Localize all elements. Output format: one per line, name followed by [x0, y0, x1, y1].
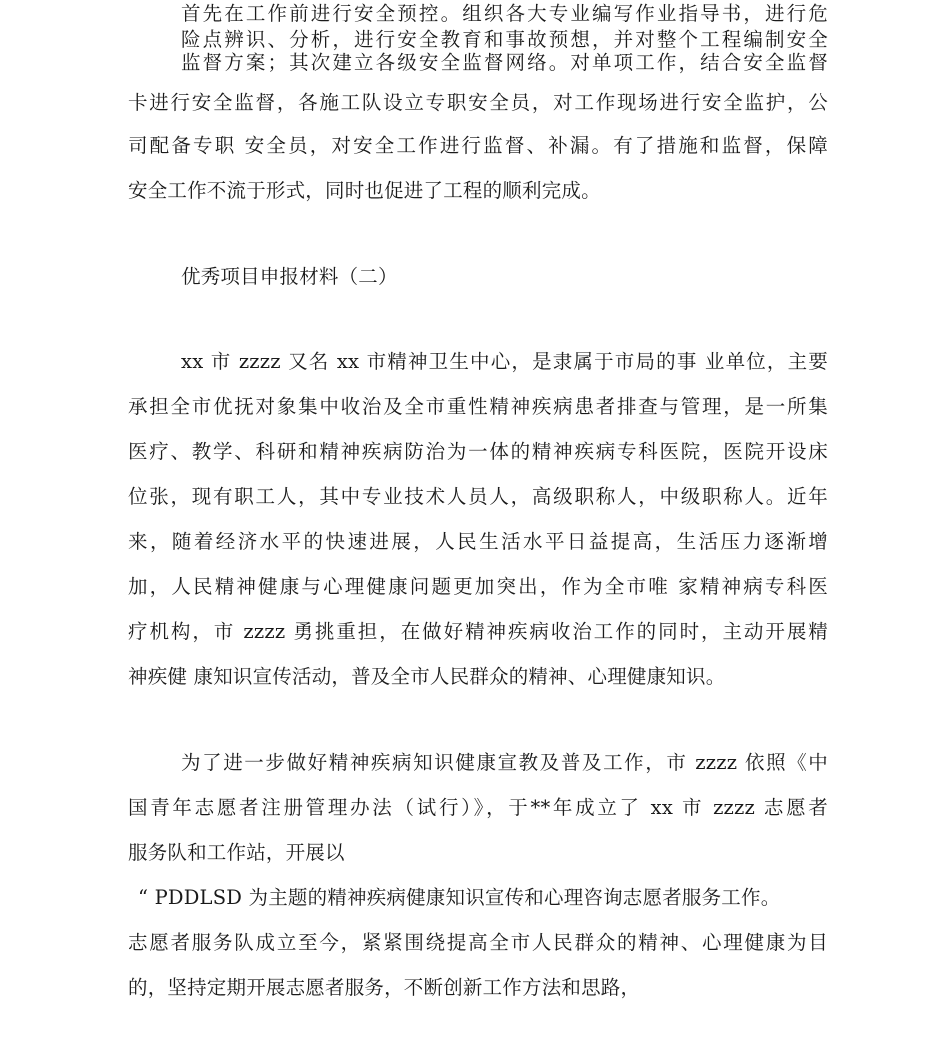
paragraph-2-line-6: 加，人民精神健康与心理健康问题更加突出，作为全市唯 家精神病专科医: [128, 575, 828, 598]
paragraph-1-line-1: 首先在工作前进行安全预控。组织各大专业编写作业指导书，进行危: [181, 2, 828, 25]
paragraph-3-line-2: 国青年志愿者注册管理办法（试行）》，于**年成立了 xx 市 zzzz 志愿者: [128, 796, 828, 819]
paragraph-2-line-5: 来，随着经济水平的快速进展，人民生活水平日益提高，生活压力逐渐增: [128, 530, 828, 553]
section-title: 优秀项目申报材料（二）: [181, 265, 398, 288]
paragraph-3-line-4: “ PDDLSD 为主题的精神疾病健康知识宣传和心理咨询志愿者服务工作。: [138, 886, 781, 909]
paragraph-3-line-1: 为了进一步做好精神疾病知识健康宣教及普及工作，市 zzzz 依照《中: [181, 751, 828, 774]
paragraph-2-line-8: 神疾健 康知识宣传活动，普及全市人民群众的精神、心理健康知识。: [128, 665, 726, 688]
paragraph-2-line-3: 医疗、教学、科研和精神疾病防治为一体的精神疾病专科医院，医院开设床: [128, 440, 828, 463]
paragraph-2-line-2: 承担全市优抚对象集中收治及全市重性精神疾病患者排查与管理，是一所集: [128, 395, 828, 418]
paragraph-2-line-4: 位张，现有职工人，其中专业技术人员人，高级职称人，中级职称人。近年: [128, 485, 828, 508]
paragraph-1-line-6: 安全工作不流于形式，同时也促进了工程的顺利完成。: [128, 179, 601, 202]
paragraph-2-line-1: xx 市 zzzz 又名 xx 市精神卫生中心，是隶属于市局的事 业单位，主要: [181, 350, 828, 373]
paragraph-1-line-2: 险点辨识、分析，进行安全教育和事故预想，并对整个工程编制安全: [181, 28, 828, 51]
paragraph-3-line-5: 志愿者服务队成立至今，紧紧围绕提高全市人民群众的精神、心理健康为目: [128, 931, 828, 954]
paragraph-1-line-4: 卡进行安全监督，各施工队设立专职安全员，对工作现场进行安全监护，公: [128, 91, 828, 114]
paragraph-3-line-6: 的，坚持定期开展志愿者服务，不断创新工作方法和思路，: [128, 976, 641, 999]
paragraph-1-line-3: 监督方案；其次建立各级安全监督网络。对单项工作，结合安全监督: [181, 51, 828, 74]
paragraph-2-line-7: 疗机构，市 zzzz 勇挑重担，在做好精神疾病收治工作的同时，主动开展精: [128, 620, 828, 643]
paragraph-1-line-5: 司配备专职 安全员，对安全工作进行监督、补漏。有了措施和监督，保障: [128, 134, 828, 157]
paragraph-3-line-3: 服务队和工作站，开展以: [128, 841, 345, 864]
